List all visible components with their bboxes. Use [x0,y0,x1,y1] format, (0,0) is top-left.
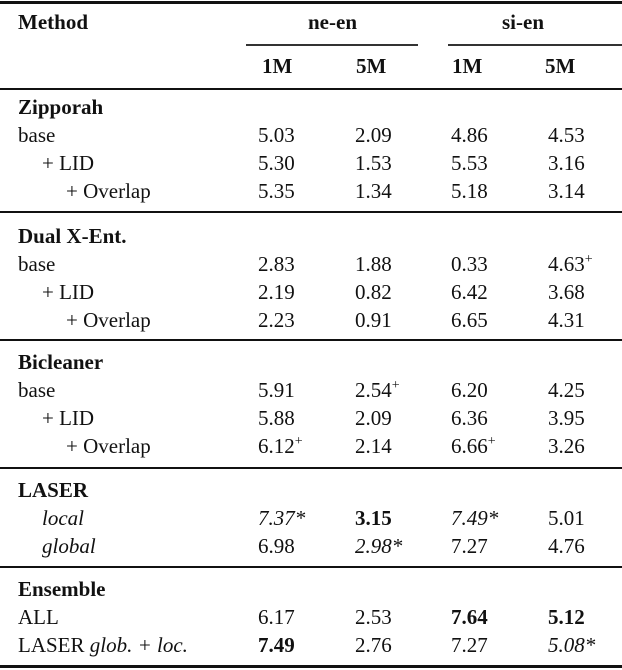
value-cell [355,633,392,657]
value-cell [355,151,392,175]
value-cell [258,151,295,175]
value-cell [355,308,392,332]
value-text: 4.63 [548,252,585,276]
section-rule [0,339,622,341]
row-label: base [18,378,56,402]
value-text: 7.27 [451,534,488,558]
value-cell [548,506,585,530]
bottom-rule [0,665,622,668]
value-text: 6.42 [451,280,488,304]
value-text: 1.53 [355,151,392,175]
value-cell [548,605,585,629]
value-cell [548,308,585,332]
header-ne-en-5M: 5M [356,54,387,78]
value-cell [451,280,488,304]
value-cell [548,252,593,276]
value-cell [258,252,295,276]
value-text: 2.53 [355,605,392,629]
row-label: base [18,123,56,147]
value-cell [258,179,295,203]
value-text: 3.15 [355,506,392,530]
row-label-part-italic: glob. + loc. [89,633,188,657]
value-text: 5.53 [451,151,488,175]
value-cell [451,179,488,203]
value-text: 3.26 [548,434,585,458]
significance-mark: + [391,378,400,393]
value-cell [548,434,585,458]
value-text: 2.09 [355,406,392,430]
value-cell [548,534,585,558]
value-text: 7.64 [451,605,488,629]
value-text: 5.88 [258,406,295,430]
header-si-en-5M: 5M [545,54,576,78]
significance-mark: + [584,252,593,267]
value-cell [355,434,392,458]
value-cell [451,123,488,147]
value-cell [451,151,488,175]
value-cell [258,123,295,147]
header-group-ne-en: ne-en [308,10,357,34]
value-cell [355,280,392,304]
value-text: 5.01 [548,506,585,530]
section-title: Zipporah [18,95,104,119]
row-label: local [42,506,84,530]
value-text: 2.23 [258,308,295,332]
value-text: 6.20 [451,378,488,402]
value-text: 1.34 [355,179,392,203]
value-text: 3.16 [548,151,585,175]
value-cell [451,506,498,530]
value-cell [355,123,392,147]
value-text: 7.49 [258,633,295,657]
cmidrule-si-en [448,44,622,46]
value-cell [548,378,585,402]
value-text: 4.31 [548,308,585,332]
value-cell [451,534,488,558]
section-rule [0,467,622,469]
value-text: 7.37* [258,506,306,530]
value-text: 7.49* [451,506,499,530]
value-cell [548,280,585,304]
value-text: 2.83 [258,252,295,276]
row-label: + Overlap [66,434,151,458]
cmidrule-ne-en [246,44,418,46]
header-method: Method [18,10,88,34]
value-cell [355,534,402,558]
section-title: Dual X-Ent. [18,224,127,248]
value-text: 0.91 [355,308,392,332]
value-text: 2.19 [258,280,295,304]
section-title: Ensemble [18,577,106,601]
row-label: base [18,252,56,276]
header-rule [0,88,622,90]
value-text: 3.68 [548,280,585,304]
value-cell [258,534,295,558]
value-cell [355,506,392,530]
value-text: 0.33 [451,252,488,276]
value-cell [355,605,392,629]
value-cell [355,179,392,203]
value-text: 5.18 [451,179,488,203]
value-cell [258,378,295,402]
value-cell [355,406,392,430]
significance-mark: + [487,434,496,449]
row-label: + Overlap [66,308,151,332]
value-cell [258,280,295,304]
value-text: 3.95 [548,406,585,430]
value-text: 4.86 [451,123,488,147]
value-text: 3.14 [548,179,585,203]
value-text: 5.08* [548,633,596,657]
value-cell [355,378,400,402]
value-text: 5.30 [258,151,295,175]
value-cell [451,434,496,458]
value-cell [258,506,305,530]
row-label: + LID [42,151,95,175]
value-cell [258,406,295,430]
row-label: + LID [42,406,95,430]
section-rule [0,211,622,213]
value-cell [451,308,488,332]
value-cell [355,252,392,276]
value-cell [451,252,488,276]
section-rule [0,566,622,568]
value-cell [548,406,585,430]
section-title: Bicleaner [18,350,104,374]
top-rule [0,1,622,4]
value-text: 2.14 [355,434,392,458]
value-text: 1.88 [355,252,392,276]
row-label: + Overlap [66,179,151,203]
significance-mark: + [294,434,303,449]
row-label [18,633,188,657]
value-text: 4.25 [548,378,585,402]
value-cell [548,151,585,175]
value-cell [258,434,303,458]
value-cell [451,633,488,657]
value-text: 5.12 [548,605,585,629]
header-si-en-1M: 1M [452,54,483,78]
value-cell [548,179,585,203]
value-cell [451,605,488,629]
row-label: ALL [18,605,59,629]
value-cell [258,308,295,332]
value-cell [451,378,488,402]
value-cell [548,633,595,657]
value-text: 5.91 [258,378,295,402]
value-text: 5.03 [258,123,295,147]
value-text: 2.09 [355,123,392,147]
value-text: 4.76 [548,534,585,558]
value-text: 6.17 [258,605,295,629]
value-cell [451,406,488,430]
row-label: global [42,534,96,558]
value-cell [258,605,295,629]
value-text: 2.54 [355,378,392,402]
value-text: 2.76 [355,633,392,657]
value-cell [548,123,585,147]
value-cell [258,633,295,657]
value-text: 7.27 [451,633,488,657]
value-text: 6.98 [258,534,295,558]
value-text: 6.12 [258,434,295,458]
value-text: 4.53 [548,123,585,147]
row-label: + LID [42,280,95,304]
row-label-part: LASER [18,633,90,657]
value-text: 0.82 [355,280,392,304]
value-text: 6.66 [451,434,488,458]
value-text: 6.36 [451,406,488,430]
header-group-si-en: si-en [502,10,544,34]
value-text: 5.35 [258,179,295,203]
value-text: 6.65 [451,308,488,332]
value-text: 2.98* [355,534,403,558]
section-title: LASER [18,478,89,502]
header-ne-en-1M: 1M [262,54,293,78]
